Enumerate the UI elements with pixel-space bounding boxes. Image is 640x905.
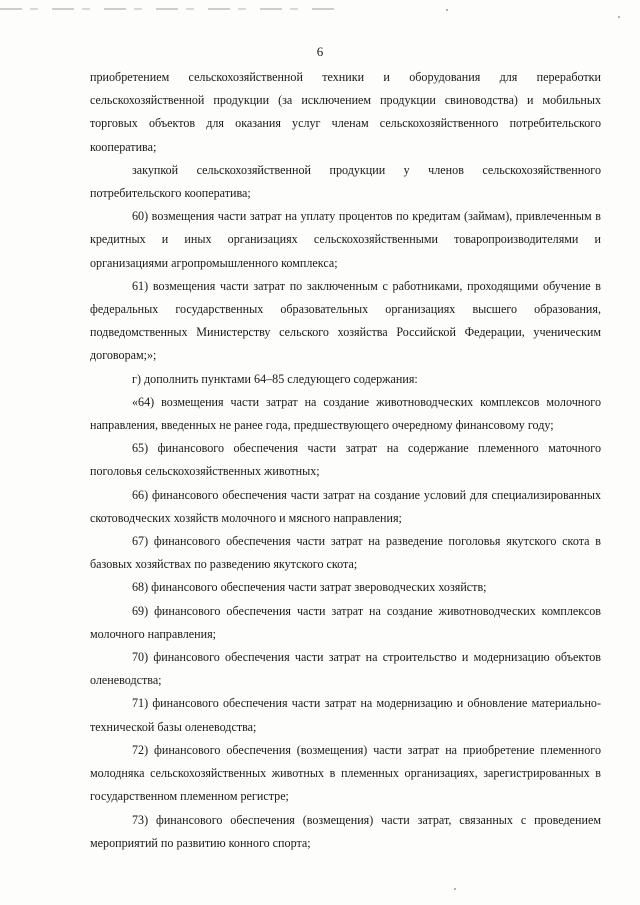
paragraph: г) дополнить пунктами 64–85 следующего содержания: — [132, 371, 418, 386]
page-number: 6 — [316, 44, 324, 59]
paragraph: закупкой сельскохозяйственной продукции у членов сельскохозяйственного потребительского кооператива; — [90, 162, 601, 201]
document-body — [90, 66, 601, 855]
paragraph: «64) возмещения части затрат на создание животноводческих комплексов молочного направления, введенных не ранее года, предшествующего очередному финансовому году; — [90, 394, 601, 433]
paragraph: 68) финансового обеспечения части затрат звероводческих хозяйств; — [132, 580, 487, 595]
paragraph: 60) возмещения части затрат на уплату процентов по кредитам (займам), привлеченным в кредитных и иных организациях сельскохозяйственными товаропроизводителями и организациями агропромышленного комплекса; — [90, 209, 601, 270]
paragraph: 69) финансового обеспечения части затрат на создание животноводческих комплексов молочного направления; — [90, 603, 601, 641]
scan-artifact — [618, 16, 620, 18]
paragraph: 67) финансового обеспечения части затрат на разведение поголовья якутского скота в базовых хозяйствах по разведению якутского скота; — [90, 534, 601, 572]
paragraph: 66) финансового обеспечения части затрат на создание условий для специализированных скотоводческих хозяйств молочного и мясного направления; — [90, 487, 601, 525]
paragraph: 73) финансового обеспечения (возмещения) части затрат, связанных с проведением мероприятий по развитию конного спорта; — [90, 812, 601, 850]
paragraph: 71) финансового обеспечения части затрат на модернизацию и обновление материально-технической базы оленеводства; — [90, 696, 601, 734]
scan-artifact — [454, 888, 456, 890]
scan-artifact — [0, 8, 340, 10]
scan-artifact — [446, 9, 448, 11]
paragraph: 72) финансового обеспечения (возмещения) части затрат на приобретение племенного молодняка сельскохозяйственных животных в племенных организациях, зарегистрированных в государственном племенном регистре; — [90, 742, 601, 804]
paragraph: 61) возмещения части затрат по заключенным с работниками, проходящими обучение в федеральных государственных образовательных организациях высшего образования, подведомственных Министерству сельского хозяйства Российской Федерации, ученическим договорам;»; — [90, 278, 601, 363]
paragraph: 70) финансового обеспечения части затрат на строительство и модернизацию объектов оленеводства; — [90, 650, 601, 688]
paragraph: приобретением сельскохозяйственной техники и оборудования для переработки сельскохозяйственной продукции (за исключением продукции свиноводства) и мобильных торговых объектов для оказания услуг членам сельскохозяйственного потребительского кооператива; — [90, 70, 601, 154]
paragraph: 65) финансового обеспечения части затрат на содержание племенного маточного поголовья сельскохозяйственных животных; — [90, 441, 601, 479]
